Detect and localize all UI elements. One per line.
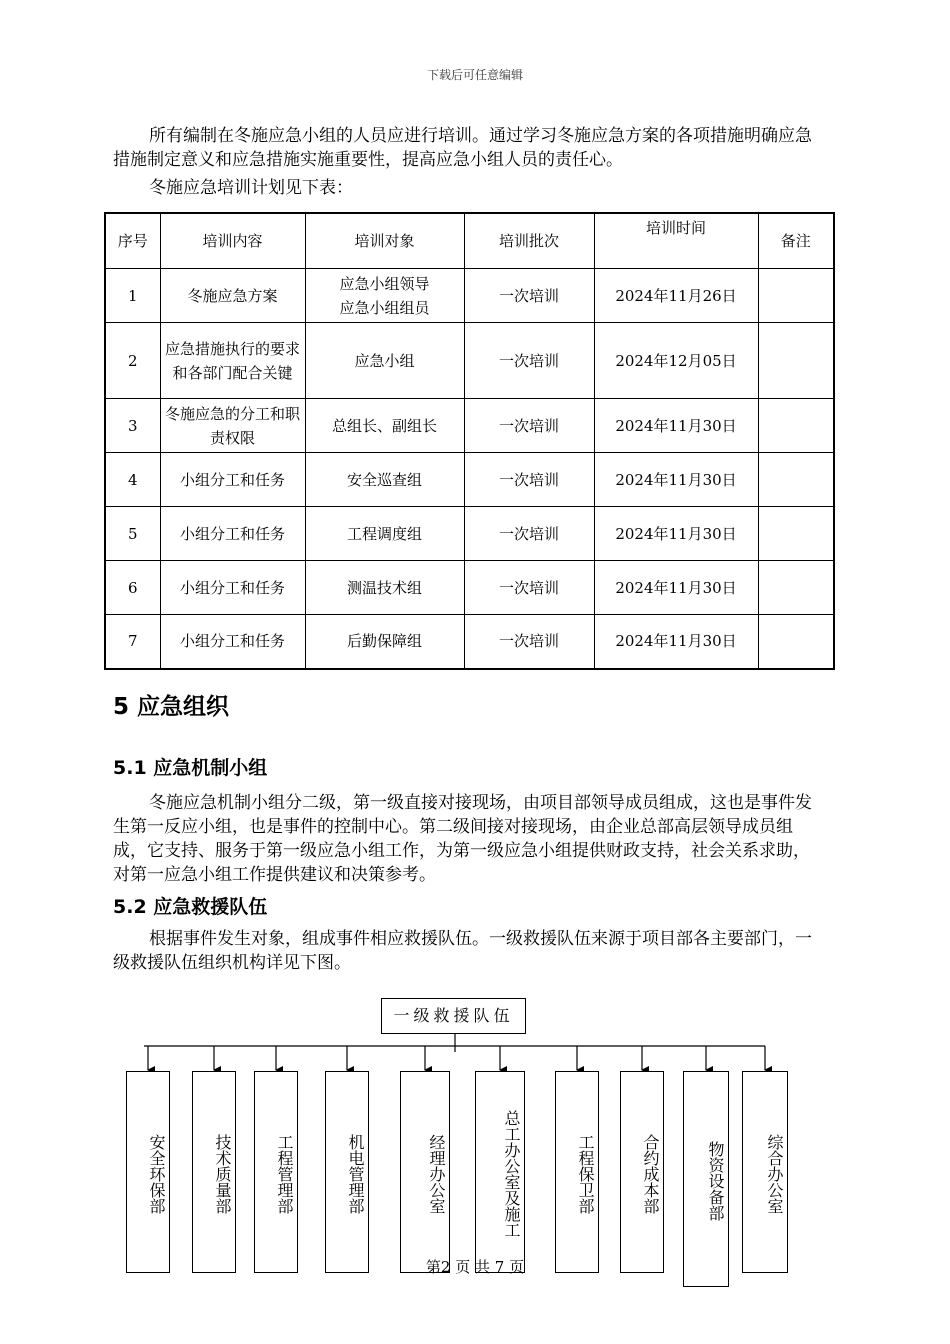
cell-batch: 一次培训 — [464, 615, 594, 669]
table-header-row — [105, 213, 834, 269]
section-5-1-heading: 5.1 应急机制小组 — [113, 757, 268, 779]
cell-time: 2024年11月30日 — [594, 399, 758, 453]
org-chart-unit: 工程保卫部 — [555, 1071, 599, 1273]
cell-remark — [758, 399, 834, 453]
col-header-time: 培训时间 — [594, 213, 758, 269]
cell-target: 测温技术组 — [305, 561, 464, 615]
cell-target: 后勤保障组 — [305, 615, 464, 669]
cell-index: 3 — [105, 399, 160, 453]
cell-time: 2024年11月30日 — [594, 453, 758, 507]
org-chart-unit: 物资设备部 — [683, 1071, 729, 1287]
cell-index: 2 — [105, 323, 160, 399]
section-5-1-body: 冬施应急机制小组分二级，第一级直接对接现场，由项目部领导成员组成，这也是事件发生第一反应小组，也是事件的控制中心。第二级间接对接现场，由企业总部高层领导成员组成，它支持、服务于第一级应急小组工作，为第一级应急小组提供财政支持，社会关系求助，对第一应急小组工作提供建议和决策参考。 — [113, 793, 812, 885]
cell-target: 应急小组 — [305, 323, 464, 399]
org-chart-unit: 经理办公室 — [400, 1071, 450, 1273]
cell-content: 应急措施执行的要求和各部门配合关键 — [160, 323, 305, 399]
intro-paragraph: 所有编制在冬施应急小组的人员应进行培训。通过学习冬施应急方案的各项措施明确应急措施制定意义和应急措施实施重要性，提高应急小组人员的责任心。 — [113, 126, 812, 170]
cell-target: 总组长、副组长 — [305, 399, 464, 453]
cell-index: 7 — [105, 615, 160, 669]
cell-remark — [758, 561, 834, 615]
cell-remark — [758, 615, 834, 669]
cell-target: 工程调度组 — [305, 507, 464, 561]
table-row — [105, 615, 834, 669]
org-chart-unit: 综合办公室 — [742, 1071, 788, 1273]
cell-batch: 一次培训 — [464, 323, 594, 399]
page-header: 下载后可任意编辑 — [426, 68, 523, 82]
section-5-heading: 5 应急组织 — [113, 694, 230, 720]
cell-content: 小组分工和任务 — [160, 615, 305, 669]
col-header-target: 培训对象 — [305, 213, 464, 269]
cell-content: 冬施应急的分工和职责权限 — [160, 399, 305, 453]
org-chart-unit: 安全环保部 — [126, 1071, 170, 1273]
cell-content: 小组分工和任务 — [160, 561, 305, 615]
cell-remark — [758, 453, 834, 507]
cell-remark — [758, 507, 834, 561]
cell-index: 1 — [105, 269, 160, 323]
org-chart-top-box: 一级救援队伍 — [381, 998, 526, 1034]
section-5-2-heading: 5.2 应急救援队伍 — [113, 896, 268, 918]
table-intro: 冬施应急培训计划见下表： — [149, 178, 353, 198]
cell-time: 2024年12月05日 — [594, 323, 758, 399]
table-row — [105, 323, 834, 399]
cell-target: 应急小组领导 应急小组组员 — [305, 269, 464, 323]
org-chart-unit: 技术质量部 — [192, 1071, 236, 1273]
cell-index: 5 — [105, 507, 160, 561]
cell-content: 小组分工和任务 — [160, 507, 305, 561]
col-header-batch: 培训批次 — [464, 213, 594, 269]
org-chart-unit: 工程管理部 — [254, 1071, 298, 1273]
table-row — [105, 561, 834, 615]
cell-time: 2024年11月30日 — [594, 615, 758, 669]
cell-batch: 一次培训 — [464, 453, 594, 507]
table-row — [105, 269, 834, 323]
cell-index: 4 — [105, 453, 160, 507]
col-header-content: 培训内容 — [160, 213, 305, 269]
cell-batch: 一次培训 — [464, 269, 594, 323]
cell-remark — [758, 269, 834, 323]
cell-target: 安全巡查组 — [305, 453, 464, 507]
training-plan-table — [104, 212, 835, 670]
table-row — [105, 507, 834, 561]
cell-time: 2024年11月26日 — [594, 269, 758, 323]
org-chart-unit: 机电管理部 — [325, 1071, 369, 1273]
cell-batch: 一次培训 — [464, 561, 594, 615]
table-row — [105, 453, 834, 507]
cell-content: 小组分工和任务 — [160, 453, 305, 507]
cell-index: 6 — [105, 561, 160, 615]
cell-batch: 一次培训 — [464, 507, 594, 561]
cell-time: 2024年11月30日 — [594, 561, 758, 615]
org-chart-unit: 合约成本部 — [620, 1071, 664, 1273]
cell-remark — [758, 323, 834, 399]
col-header-remark: 备注 — [758, 213, 834, 269]
col-header-index: 序号 — [105, 213, 160, 269]
table-row — [105, 399, 834, 453]
cell-time: 2024年11月30日 — [594, 507, 758, 561]
section-5-2-body: 根据事件发生对象，组成事件相应救援队伍。一级救援队伍来源于项目部各主要部门，一级救援队伍组织机构详见下图。 — [113, 929, 812, 973]
cell-batch: 一次培训 — [464, 399, 594, 453]
org-chart-unit: 总工办公室及施工 — [475, 1071, 525, 1273]
page-footer: 第2 页 共 7 页 — [425, 1258, 525, 1276]
cell-content: 冬施应急方案 — [160, 269, 305, 323]
